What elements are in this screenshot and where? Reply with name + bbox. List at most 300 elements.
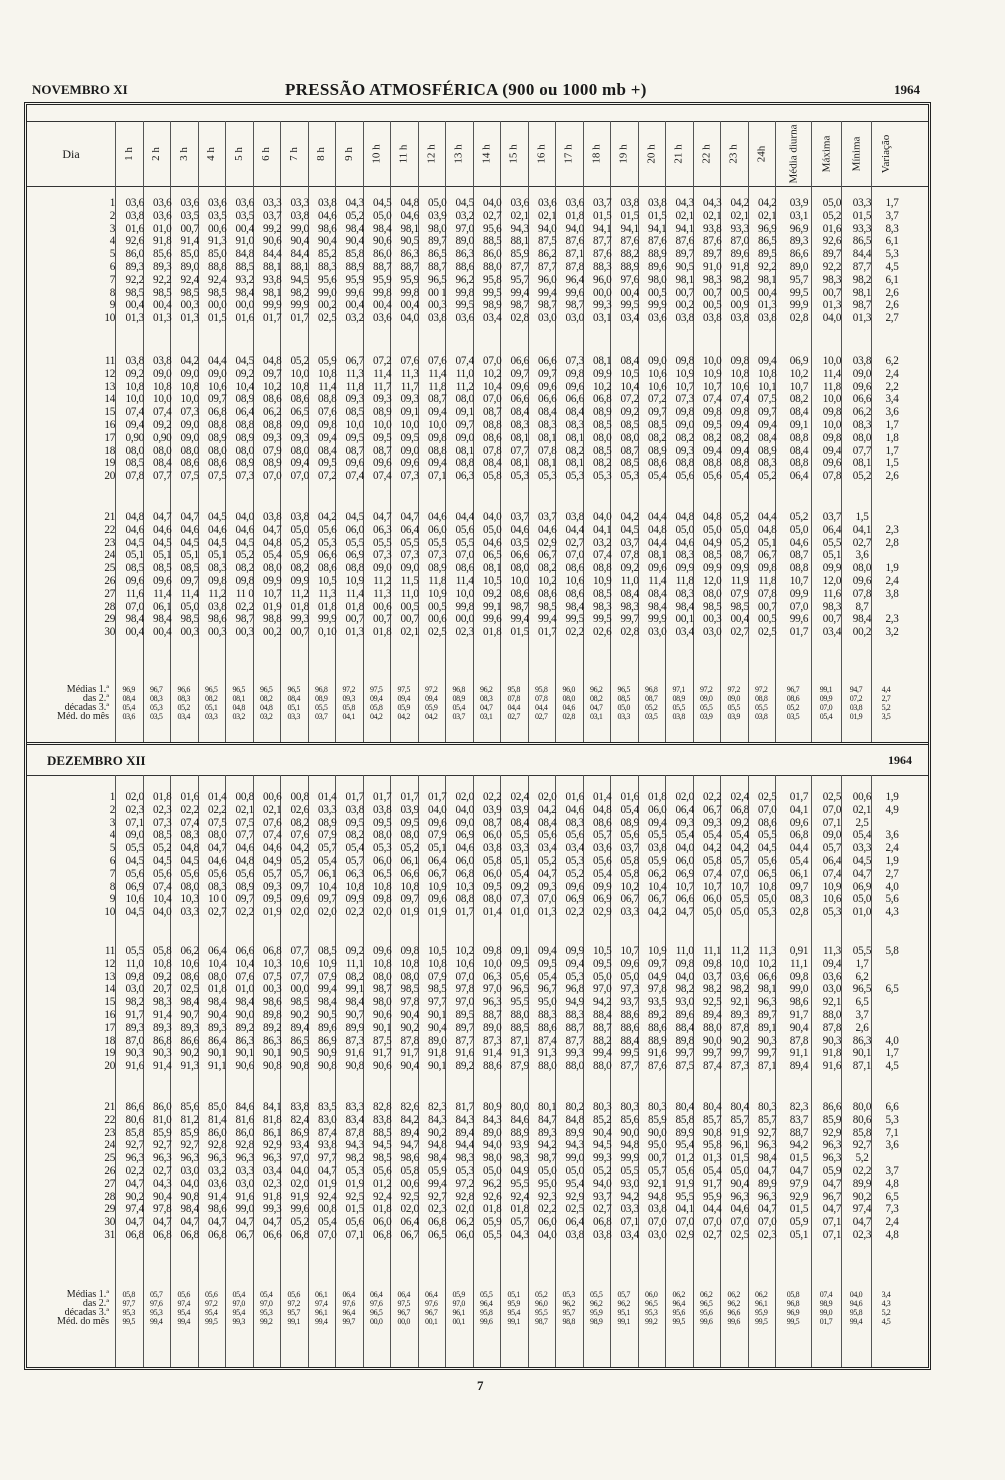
value-cell: 88,2 xyxy=(593,1034,612,1047)
value-cell: 95,0 xyxy=(538,1177,557,1190)
value-cell: 10 0 xyxy=(208,893,227,906)
value-cell: 07,3 xyxy=(153,816,172,829)
column-header xyxy=(583,122,611,186)
value-cell: 86,0 xyxy=(153,1101,172,1113)
value-cell: 07,6 xyxy=(318,406,337,419)
value-cell: 00,7 xyxy=(373,613,392,626)
average-cell: 03,3 xyxy=(617,712,630,721)
value-cell: 09,7 xyxy=(538,367,557,380)
value-cell: 00,7 xyxy=(822,613,842,626)
value-cell: 93,9 xyxy=(510,1139,529,1152)
value-cell: 92,2 xyxy=(758,260,777,273)
average-cell: 97,4 xyxy=(315,1299,328,1308)
value-cell: 2,6 xyxy=(885,286,899,299)
average-cell: 03,1 xyxy=(590,712,603,721)
value-cell: 03,3 xyxy=(620,906,639,919)
value-cell: 88,0 xyxy=(483,260,502,273)
value-cell: 05,3 xyxy=(345,1164,364,1177)
average-cell: 05,6 xyxy=(177,1290,190,1299)
value-cell: 05,3 xyxy=(620,470,639,483)
value-cell: 02,5 xyxy=(730,1228,749,1241)
value-cell: 89,4 xyxy=(455,1126,474,1139)
value-cell: 08,3 xyxy=(675,587,694,600)
table-row xyxy=(27,299,907,312)
value-cell: 89,7 xyxy=(758,1008,777,1021)
value-cell: 05,0 xyxy=(822,197,842,209)
value-cell: 04,5 xyxy=(153,854,172,867)
average-cell: 97,7 xyxy=(122,1299,135,1308)
value-cell: 85,9 xyxy=(180,1126,199,1139)
average-cell: 96,4 xyxy=(480,1299,493,1308)
value-cell: 92,1 xyxy=(730,996,749,1009)
value-cell: 10,6 xyxy=(180,957,199,970)
value-cell: 09,7 xyxy=(180,574,199,587)
value-cell: 04,1 xyxy=(593,523,612,536)
value-cell: 06,5 xyxy=(758,867,777,880)
value-cell: 8,3 xyxy=(885,222,899,235)
value-cell: 83,0 xyxy=(318,1113,337,1126)
value-cell: 90,1 xyxy=(235,1047,254,1060)
value-cell: 01,8 xyxy=(208,983,227,996)
value-cell: 01,6 xyxy=(565,791,584,803)
day-cell: 5 xyxy=(109,248,115,261)
value-cell: 94,4 xyxy=(455,1139,474,1152)
value-cell xyxy=(877,1022,907,1035)
column-header-label: 7 h xyxy=(287,147,300,161)
value-cell: 01,8 xyxy=(345,600,364,613)
value-cell: 97,3 xyxy=(620,983,639,996)
value-cell: 05,5 xyxy=(852,945,872,957)
value-cell: 99,5 xyxy=(565,613,584,626)
day-cell: 10 xyxy=(104,906,115,919)
value-cell: 99,7 xyxy=(620,613,639,626)
value-cell: 80,4 xyxy=(703,1101,722,1113)
value-cell: 00,0 xyxy=(455,613,474,626)
value-cell: 01,3 xyxy=(345,626,364,639)
value-cell: 09,7 xyxy=(789,880,809,893)
average-cell: 05,4 xyxy=(452,703,465,712)
value-cell: 07,8 xyxy=(125,470,144,483)
value-cell: 90,8 xyxy=(290,1060,309,1073)
value-cell: 88,0 xyxy=(510,1008,529,1021)
column-header xyxy=(555,122,583,186)
day-cell: 7 xyxy=(109,273,115,286)
average-row xyxy=(115,685,901,694)
column-header xyxy=(811,122,841,186)
average-cell: 96,7 xyxy=(425,1308,438,1317)
value-cell: 08,9 xyxy=(758,444,777,457)
value-cell: 05,8 xyxy=(483,854,502,867)
value-cell: 10,5 xyxy=(483,574,502,587)
value-cell: 90,6 xyxy=(373,235,392,248)
value-cell: 03,0 xyxy=(822,983,842,996)
value-cell: 98,2 xyxy=(730,983,749,996)
value-cell: 04,8 xyxy=(235,854,254,867)
table-row xyxy=(27,524,907,537)
value-cell: 03,6 xyxy=(510,197,529,209)
value-cell: 10,4 xyxy=(318,880,337,893)
value-cell: 91,8 xyxy=(428,1047,447,1060)
value-cell: 94,2 xyxy=(789,1139,809,1152)
value-cell: 01,6 xyxy=(235,312,254,325)
value-cell: 10,4 xyxy=(620,380,639,393)
day-cell: 4 xyxy=(109,235,115,248)
value-cell: 96,9 xyxy=(758,222,777,235)
value-cell: 00,2 xyxy=(263,626,282,639)
average-cell: 97,0 xyxy=(232,1299,245,1308)
value-cell: 04,3 xyxy=(345,197,364,209)
table-row xyxy=(27,945,907,958)
value-cell: 1,7 xyxy=(885,418,899,431)
value-cell: 03,6 xyxy=(565,197,584,209)
value-cell: 08,2 xyxy=(675,431,694,444)
value-cell: 03,0 xyxy=(648,626,667,639)
value-cell: 96,8 xyxy=(565,983,584,996)
value-cell: 06,8 xyxy=(180,1228,199,1241)
average-cell: 96,0 xyxy=(562,685,575,694)
value-cell: 07,6 xyxy=(290,829,309,842)
value-cell: 90,4 xyxy=(208,1008,227,1021)
value-cell: 03,8 xyxy=(345,803,364,816)
value-cell: 01,8 xyxy=(510,1203,529,1216)
value-cell: 06,5 xyxy=(290,406,309,419)
average-cell: 96,8 xyxy=(645,685,658,694)
value-cell: 06,1 xyxy=(318,867,337,880)
value-cell: 08,9 xyxy=(235,431,254,444)
value-cell: 05,3 xyxy=(538,470,557,483)
value-cell: 08,2 xyxy=(290,562,309,575)
average-cell: 99,1 xyxy=(507,1317,520,1326)
value-cell: 88,0 xyxy=(703,1021,722,1034)
value-cell: 03,7 xyxy=(593,197,612,209)
value-cell: 08,5 xyxy=(648,418,667,431)
value-cell: 03,8 xyxy=(852,355,872,367)
value-cell: 08,9 xyxy=(235,457,254,470)
average-cell: 95,4 xyxy=(205,1308,218,1317)
value-cell: 08,4 xyxy=(789,444,809,457)
value-cell: 04,0 xyxy=(675,970,694,983)
value-cell: 90,9 xyxy=(318,1047,337,1060)
value-cell: 94,2 xyxy=(538,1139,557,1152)
value-cell: 01,2 xyxy=(675,1152,694,1165)
value-cell: 99,3 xyxy=(290,613,309,626)
value-cell: 08,0 xyxy=(208,970,227,983)
value-cell: 01,3 xyxy=(538,906,557,919)
value-cell: 00,3 xyxy=(428,299,447,312)
value-cell: 03,6 xyxy=(208,197,227,209)
value-cell: 08,4 xyxy=(620,355,639,367)
value-cell: 05,1 xyxy=(180,549,199,562)
value-cell: 05,0 xyxy=(538,1164,557,1177)
value-cell: 87,4 xyxy=(703,1060,722,1073)
value-cell: 03,6 xyxy=(455,312,474,325)
column-header-label: 8 h xyxy=(315,147,328,161)
value-cell: 08,3 xyxy=(208,880,227,893)
value-cell: 03,4 xyxy=(822,626,842,639)
value-cell: 10,6 xyxy=(648,367,667,380)
value-cell: 10,9 xyxy=(703,367,722,380)
average-cell: 98,9 xyxy=(590,1317,603,1326)
value-cell: 01,9 xyxy=(345,1177,364,1190)
value-cell: 02,2 xyxy=(565,626,584,639)
value-cell: 07,0 xyxy=(455,549,474,562)
value-cell: 05,0 xyxy=(565,1164,584,1177)
value-cell: 04,2 xyxy=(290,842,309,855)
value-cell: 08,0 xyxy=(852,431,872,444)
value-cell: 06,8 xyxy=(373,1228,392,1241)
value-cell: 08,0 xyxy=(400,970,419,983)
average-cell: 05,4 xyxy=(122,703,135,712)
value-cell: 04,6 xyxy=(675,536,694,549)
value-cell: 09,5 xyxy=(373,816,392,829)
value-cell: 86,0 xyxy=(483,248,502,261)
value-cell: 05,2 xyxy=(758,470,777,483)
day-cell: 21 xyxy=(104,1101,115,1113)
value-cell: 08,9 xyxy=(235,880,254,893)
average-row xyxy=(115,1317,901,1326)
value-cell: 05,5 xyxy=(758,829,777,842)
value-cell: 90,4 xyxy=(400,1060,419,1073)
column-header xyxy=(390,122,418,186)
value-cell: 93,7 xyxy=(620,996,639,1009)
value-cell: 10,2 xyxy=(593,380,612,393)
value-cell: 98,3 xyxy=(510,1152,529,1165)
value-cell: 91,7 xyxy=(400,1047,419,1060)
value-cell: 99,4 xyxy=(318,983,337,996)
value-cell: 06,8 xyxy=(208,406,227,419)
value-cell: 04,8 xyxy=(263,355,282,367)
value-cell: 11,4 xyxy=(180,587,199,600)
value-cell: 08,6 xyxy=(510,587,529,600)
value-cell: 00,4 xyxy=(620,286,639,299)
value-cell: 92,4 xyxy=(373,1190,392,1203)
value-cell: 04,5 xyxy=(852,854,872,867)
value-cell: 98,7 xyxy=(565,299,584,312)
value-cell: 11,7 xyxy=(373,380,392,393)
value-cell: 99,9 xyxy=(648,299,667,312)
value-cell: 20,7 xyxy=(153,983,172,996)
value-cell: 08,2 xyxy=(789,393,809,406)
value-cell: 91,6 xyxy=(822,1060,842,1073)
value-cell: 11,0 xyxy=(620,574,639,587)
value-cell: 10,7 xyxy=(730,880,749,893)
table-row xyxy=(27,1060,907,1073)
value-cell: 01,8 xyxy=(648,791,667,803)
value-cell: 98,4 xyxy=(565,600,584,613)
value-cell: 07,2 xyxy=(620,393,639,406)
day-cell: 1 xyxy=(109,791,115,803)
value-cell: 10,5 xyxy=(318,574,337,587)
value-cell: 07,1 xyxy=(125,816,144,829)
average-cell: 08,4 xyxy=(287,694,300,703)
value-cell: 04,2 xyxy=(180,355,199,367)
value-cell: 06,8 xyxy=(593,393,612,406)
value-cell: 02,5 xyxy=(565,1203,584,1216)
value-cell: 87,0 xyxy=(730,235,749,248)
value-cell: 87,8 xyxy=(822,1021,842,1034)
value-cell: 98,2 xyxy=(675,983,694,996)
value-cell: 02,0 xyxy=(455,791,474,803)
value-cell: 07,4 xyxy=(373,470,392,483)
column-header-label: 18 h xyxy=(590,144,603,164)
value-cell: 01,8 xyxy=(373,626,392,639)
value-cell: 10,4 xyxy=(235,380,254,393)
value-cell: 87,4 xyxy=(318,1126,337,1139)
data-block xyxy=(27,355,907,483)
value-cell: 00,3 xyxy=(208,626,227,639)
value-cell: 6,1 xyxy=(885,273,899,286)
value-cell: 10,8 xyxy=(180,380,199,393)
value-cell: 07,3 xyxy=(235,470,254,483)
value-cell: 00,5 xyxy=(648,286,667,299)
value-cell: 87,3 xyxy=(483,1034,502,1047)
value-cell: 96,3 xyxy=(758,1139,777,1152)
value-cell: 05,2 xyxy=(345,209,364,222)
value-cell: 10,8 xyxy=(730,367,749,380)
average-cell: 09,4 xyxy=(425,694,438,703)
value-cell: 10,8 xyxy=(373,957,392,970)
value-cell: 04,0 xyxy=(455,803,474,816)
average-cell: 09,3 xyxy=(342,694,355,703)
value-cell: 05,5 xyxy=(620,1164,639,1177)
averages-label-line: das 2.ª xyxy=(82,693,109,704)
value-cell: 08,8 xyxy=(789,562,809,575)
value-cell: 98,4 xyxy=(345,222,364,235)
value-cell: 11,8 xyxy=(345,380,364,393)
value-cell: 03,8 xyxy=(318,197,337,209)
value-cell: 04,4 xyxy=(789,842,809,855)
value-cell: 08,9 xyxy=(235,393,254,406)
value-cell: 08,9 xyxy=(593,406,612,419)
value-cell: 08,8 xyxy=(703,457,722,470)
value-cell: 91,7 xyxy=(125,1008,144,1021)
value-cell: 02,9 xyxy=(593,906,612,919)
value-cell: 81,6 xyxy=(235,1113,254,1126)
value-cell: 03,3 xyxy=(290,197,309,209)
value-cell: 04,8 xyxy=(703,511,722,523)
value-cell: 98,3 xyxy=(153,996,172,1009)
average-cell: 99,5 xyxy=(755,1317,768,1326)
value-cell: 03,8 xyxy=(153,355,172,367)
value-cell: 10,8 xyxy=(345,880,364,893)
value-cell: 08,1 xyxy=(565,457,584,470)
value-cell: 85,9 xyxy=(648,1113,667,1126)
column-header-label: 6 h xyxy=(260,147,273,161)
average-cell: 08,4 xyxy=(122,694,135,703)
value-cell: 03,9 xyxy=(400,803,419,816)
value-cell: 97,4 xyxy=(125,1203,144,1216)
value-cell: 09,5 xyxy=(400,431,419,444)
value-cell: 97,8 xyxy=(648,983,667,996)
value-cell: 04,5 xyxy=(235,536,254,549)
value-cell: 98,6 xyxy=(208,1203,227,1216)
value-cell xyxy=(877,971,907,984)
value-cell: 95,6 xyxy=(483,222,502,235)
value-cell: 01,3 xyxy=(758,299,777,312)
value-cell: 07,4 xyxy=(125,406,144,419)
average-cell: 06,4 xyxy=(370,1290,383,1299)
value-cell: 99,5 xyxy=(620,1047,639,1060)
column-header xyxy=(335,122,363,186)
value-cell: 94,0 xyxy=(565,222,584,235)
value-cell: 02,2 xyxy=(208,803,227,816)
value-cell: 91,3 xyxy=(208,235,227,248)
value-cell: 02,8 xyxy=(620,626,639,639)
value-cell: 09,4 xyxy=(648,816,667,829)
value-cell: 92,5 xyxy=(400,1190,419,1203)
value-cell: 84,3 xyxy=(428,1113,447,1126)
value-cell: 05,4 xyxy=(318,1216,337,1229)
value-cell: 02,2 xyxy=(125,1164,144,1177)
value-cell: 01,8 xyxy=(318,600,337,613)
value-cell: 04,5 xyxy=(153,536,172,549)
value-cell: 98,6 xyxy=(208,613,227,626)
value-cell: 89,4 xyxy=(703,1008,722,1021)
value-cell: 04,0 xyxy=(235,511,254,523)
value-cell: 88,7 xyxy=(428,260,447,273)
value-cell: 07,7 xyxy=(235,829,254,842)
value-cell: 98,4 xyxy=(758,1152,777,1165)
table-row xyxy=(27,368,907,381)
column-header-label: Variação xyxy=(880,134,893,174)
value-cell: 96,3 xyxy=(263,1152,282,1165)
value-cell: 08,4 xyxy=(538,816,557,829)
average-cell: 96,1 xyxy=(755,1299,768,1308)
value-cell: 03,8 xyxy=(290,209,309,222)
value-cell: 07,4 xyxy=(180,816,199,829)
value-cell: 07,1 xyxy=(345,1228,364,1241)
average-cell: 97,6 xyxy=(425,1299,438,1308)
value-cell: 07,7 xyxy=(510,444,529,457)
value-cell: 06,7 xyxy=(538,549,557,562)
value-cell: 08,5 xyxy=(345,406,364,419)
value-cell: 02,5 xyxy=(822,791,842,803)
value-cell: 05,9 xyxy=(483,1216,502,1229)
day-cell: 30 xyxy=(104,626,115,639)
value-cell: 05,7 xyxy=(510,1216,529,1229)
value-cell: 05,7 xyxy=(822,842,842,855)
value-cell: 11,3 xyxy=(373,587,392,600)
value-cell: 07,4 xyxy=(593,549,612,562)
value-cell: 08,8 xyxy=(593,562,612,575)
table-row xyxy=(27,1047,907,1060)
value-cell: 80,3 xyxy=(620,1101,639,1113)
value-cell: 06,9 xyxy=(593,893,612,906)
value-cell: 98,4 xyxy=(428,1152,447,1165)
value-cell: 09,4 xyxy=(822,957,842,970)
value-cell: 03,7 xyxy=(263,209,282,222)
value-cell: 95,4 xyxy=(675,1139,694,1152)
value-cell: 94,0 xyxy=(483,1139,502,1152)
value-cell: 96,3 xyxy=(153,1152,172,1165)
value-cell: 02,1 xyxy=(510,209,529,222)
value-cell: 01,8 xyxy=(483,1203,502,1216)
value-cell: 07,1 xyxy=(428,470,447,483)
value-cell: 03,4 xyxy=(263,1164,282,1177)
value-cell: 10,2 xyxy=(263,380,282,393)
averages-block xyxy=(115,1290,901,1326)
value-cell: 04,5 xyxy=(125,536,144,549)
value-cell: 08,5 xyxy=(180,562,199,575)
value-cell: 04,4 xyxy=(703,1203,722,1216)
value-cell: 06,8 xyxy=(428,1216,447,1229)
value-cell: 09,2 xyxy=(153,970,172,983)
value-cell: 08,7 xyxy=(730,549,749,562)
value-cell: 05,4 xyxy=(345,842,364,855)
value-cell: 11,2 xyxy=(290,587,309,600)
value-cell: 05,2 xyxy=(290,536,309,549)
value-cell: 04,5 xyxy=(345,511,364,523)
